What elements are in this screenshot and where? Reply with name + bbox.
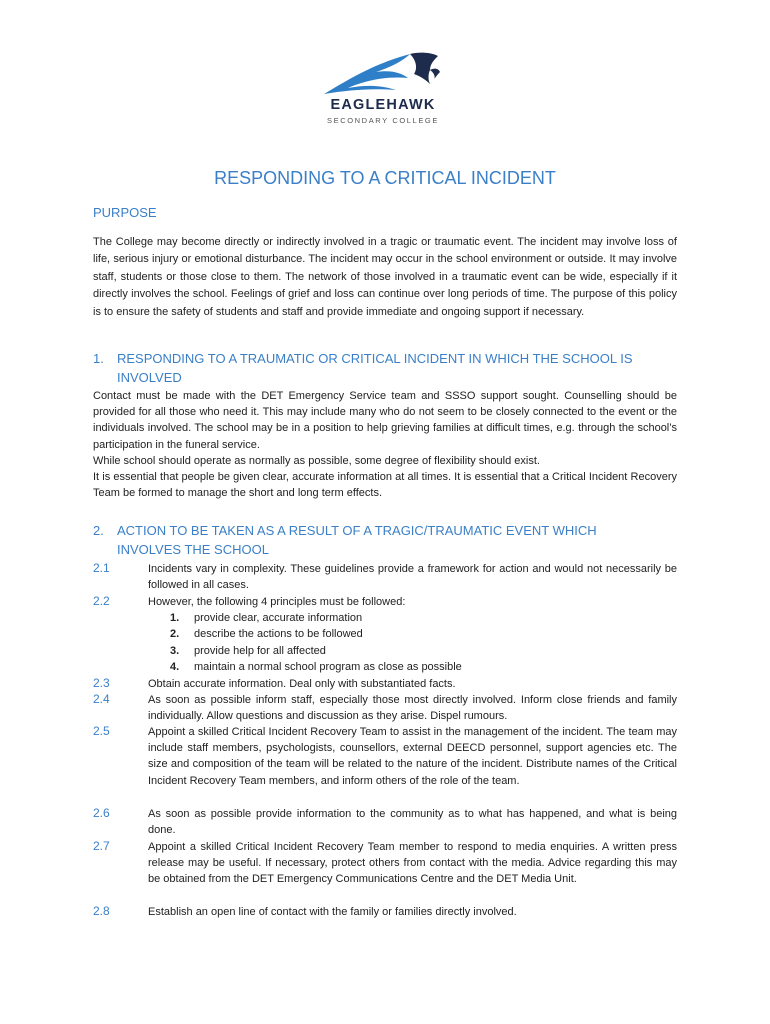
principle-text: maintain a normal school program as close as possible	[194, 660, 462, 673]
section-2-heading-line1: ACTION TO BE TAKEN AS A RESULT OF A TRAGIC/TRAUMATIC EVENT WHICH	[117, 523, 597, 538]
section-1-heading-line1: RESPONDING TO A TRAUMATIC OR CRITICAL INCIDENT IN WHICH THE SCHOOL IS	[117, 351, 633, 366]
item-number: 2.8	[93, 904, 110, 918]
principle-number: 1.	[170, 612, 180, 624]
item-number: 2.2	[93, 594, 110, 608]
item-text: Incidents vary in complexity. These guidelines provide a framework for action and would not necessarily be followed in all cases.	[148, 563, 677, 592]
section-1-heading-line2: INVOLVED	[117, 370, 182, 385]
principle-number: 3.	[170, 644, 180, 657]
principles-list	[170, 610, 570, 675]
item-text: As soon as possible inform staff, especially those most directly involved. Inform close friends and family individually. Allow questions and discussion as they arise. Dispel rumours.	[148, 694, 677, 723]
item-number: 2.3	[93, 676, 110, 690]
principle-item	[170, 626, 570, 642]
item-text: Establish an open line of contact with the family or families directly involved.	[148, 906, 517, 918]
section-1-number: 1.	[93, 351, 104, 366]
item-number: 2.5	[93, 724, 110, 738]
item-text: Appoint a skilled Critical Incident Recovery Team member to respond to media enquiries. A written press release may be useful. If necessary, protect others from contact with the media. Advice regarding this may be obtained from the DET Emergency Communications Centre and the DET Media Unit.	[148, 841, 677, 886]
section-1-heading	[93, 349, 677, 387]
purpose-heading: PURPOSE	[93, 205, 157, 220]
item-text: Obtain accurate information. Deal only with substantiated facts.	[148, 678, 456, 690]
section-1-paragraph	[93, 388, 677, 501]
logo-name: EAGLEHAWK	[330, 97, 436, 113]
item-text: However, the following 4 principles must be followed:	[148, 596, 406, 608]
item-number: 2.4	[93, 692, 110, 706]
item-number: 2.6	[93, 806, 110, 820]
section-1-para2: While school should operate as normally as possible, some degree of flexibility should exist.	[93, 454, 540, 467]
purpose-text: The College may become directly or indirectly involved in a tragic or traumatic event. The incident may involve loss of life, serious injury or emotional disturbance. The incident may occur in the school environment or outside. It may involve staff, students or those close to them. The network of those involved in a traumatic event can be wide, especially if it directly involves the school. Feelings of grief and loss can continue over long periods of time. The purpose of this policy is to ensure the safety of students and staff and provide immediate and ongoing support if necessary.	[93, 236, 677, 318]
principle-text: describe the actions to be followed	[194, 628, 363, 641]
item-number: 2.1	[93, 561, 110, 575]
section-1-para1: Contact must be made with the DET Emergency Service team and SSSO support sought. Counselling should be provided for all those who need it. This may include many who do not seem to be closely connected to the event or the individuals involved. The school may be in a position to help grieving families at difficult times, e.g. through the school’s participation in the funeral service.	[93, 390, 677, 451]
principle-item	[170, 643, 570, 659]
item-text: As soon as possible provide information to the community as to what has happened, and what is being done.	[148, 808, 677, 837]
item-text: Appoint a skilled Critical Incident Recovery Team to assist in the management of the incident. The team may include staff members, psychologists, counsellors, external DEECD personnel, support agencies etc. The size and composition of the team will be related to the nature of the incident. Distribute names of the Critical Incident Recovery Team members, and inform others of the role of the team.	[148, 726, 677, 787]
principle-item	[170, 659, 570, 675]
section-2-heading-line2: INVOLVES THE SCHOOL	[117, 542, 269, 557]
section-2-heading	[93, 521, 677, 559]
college-logo	[318, 50, 448, 130]
logo-subtitle: SECONDARY COLLEGE	[327, 116, 439, 125]
section-1-para3: It is essential that people be given clear, accurate information at all times. It is essential that a Critical Incident Recovery Team be formed to manage the short and long term effects.	[93, 471, 677, 500]
principle-text: provide clear, accurate information	[194, 612, 363, 624]
principle-text: provide help for all affected	[194, 644, 326, 657]
principle-item	[170, 610, 570, 626]
eagle-wing-icon	[318, 50, 448, 100]
item-number: 2.7	[93, 839, 110, 853]
principle-number: 4.	[170, 660, 180, 673]
section-2-number: 2.	[93, 523, 104, 538]
principle-number: 2.	[170, 628, 180, 641]
page-title: RESPONDING TO A CRITICAL INCIDENT	[214, 168, 556, 188]
